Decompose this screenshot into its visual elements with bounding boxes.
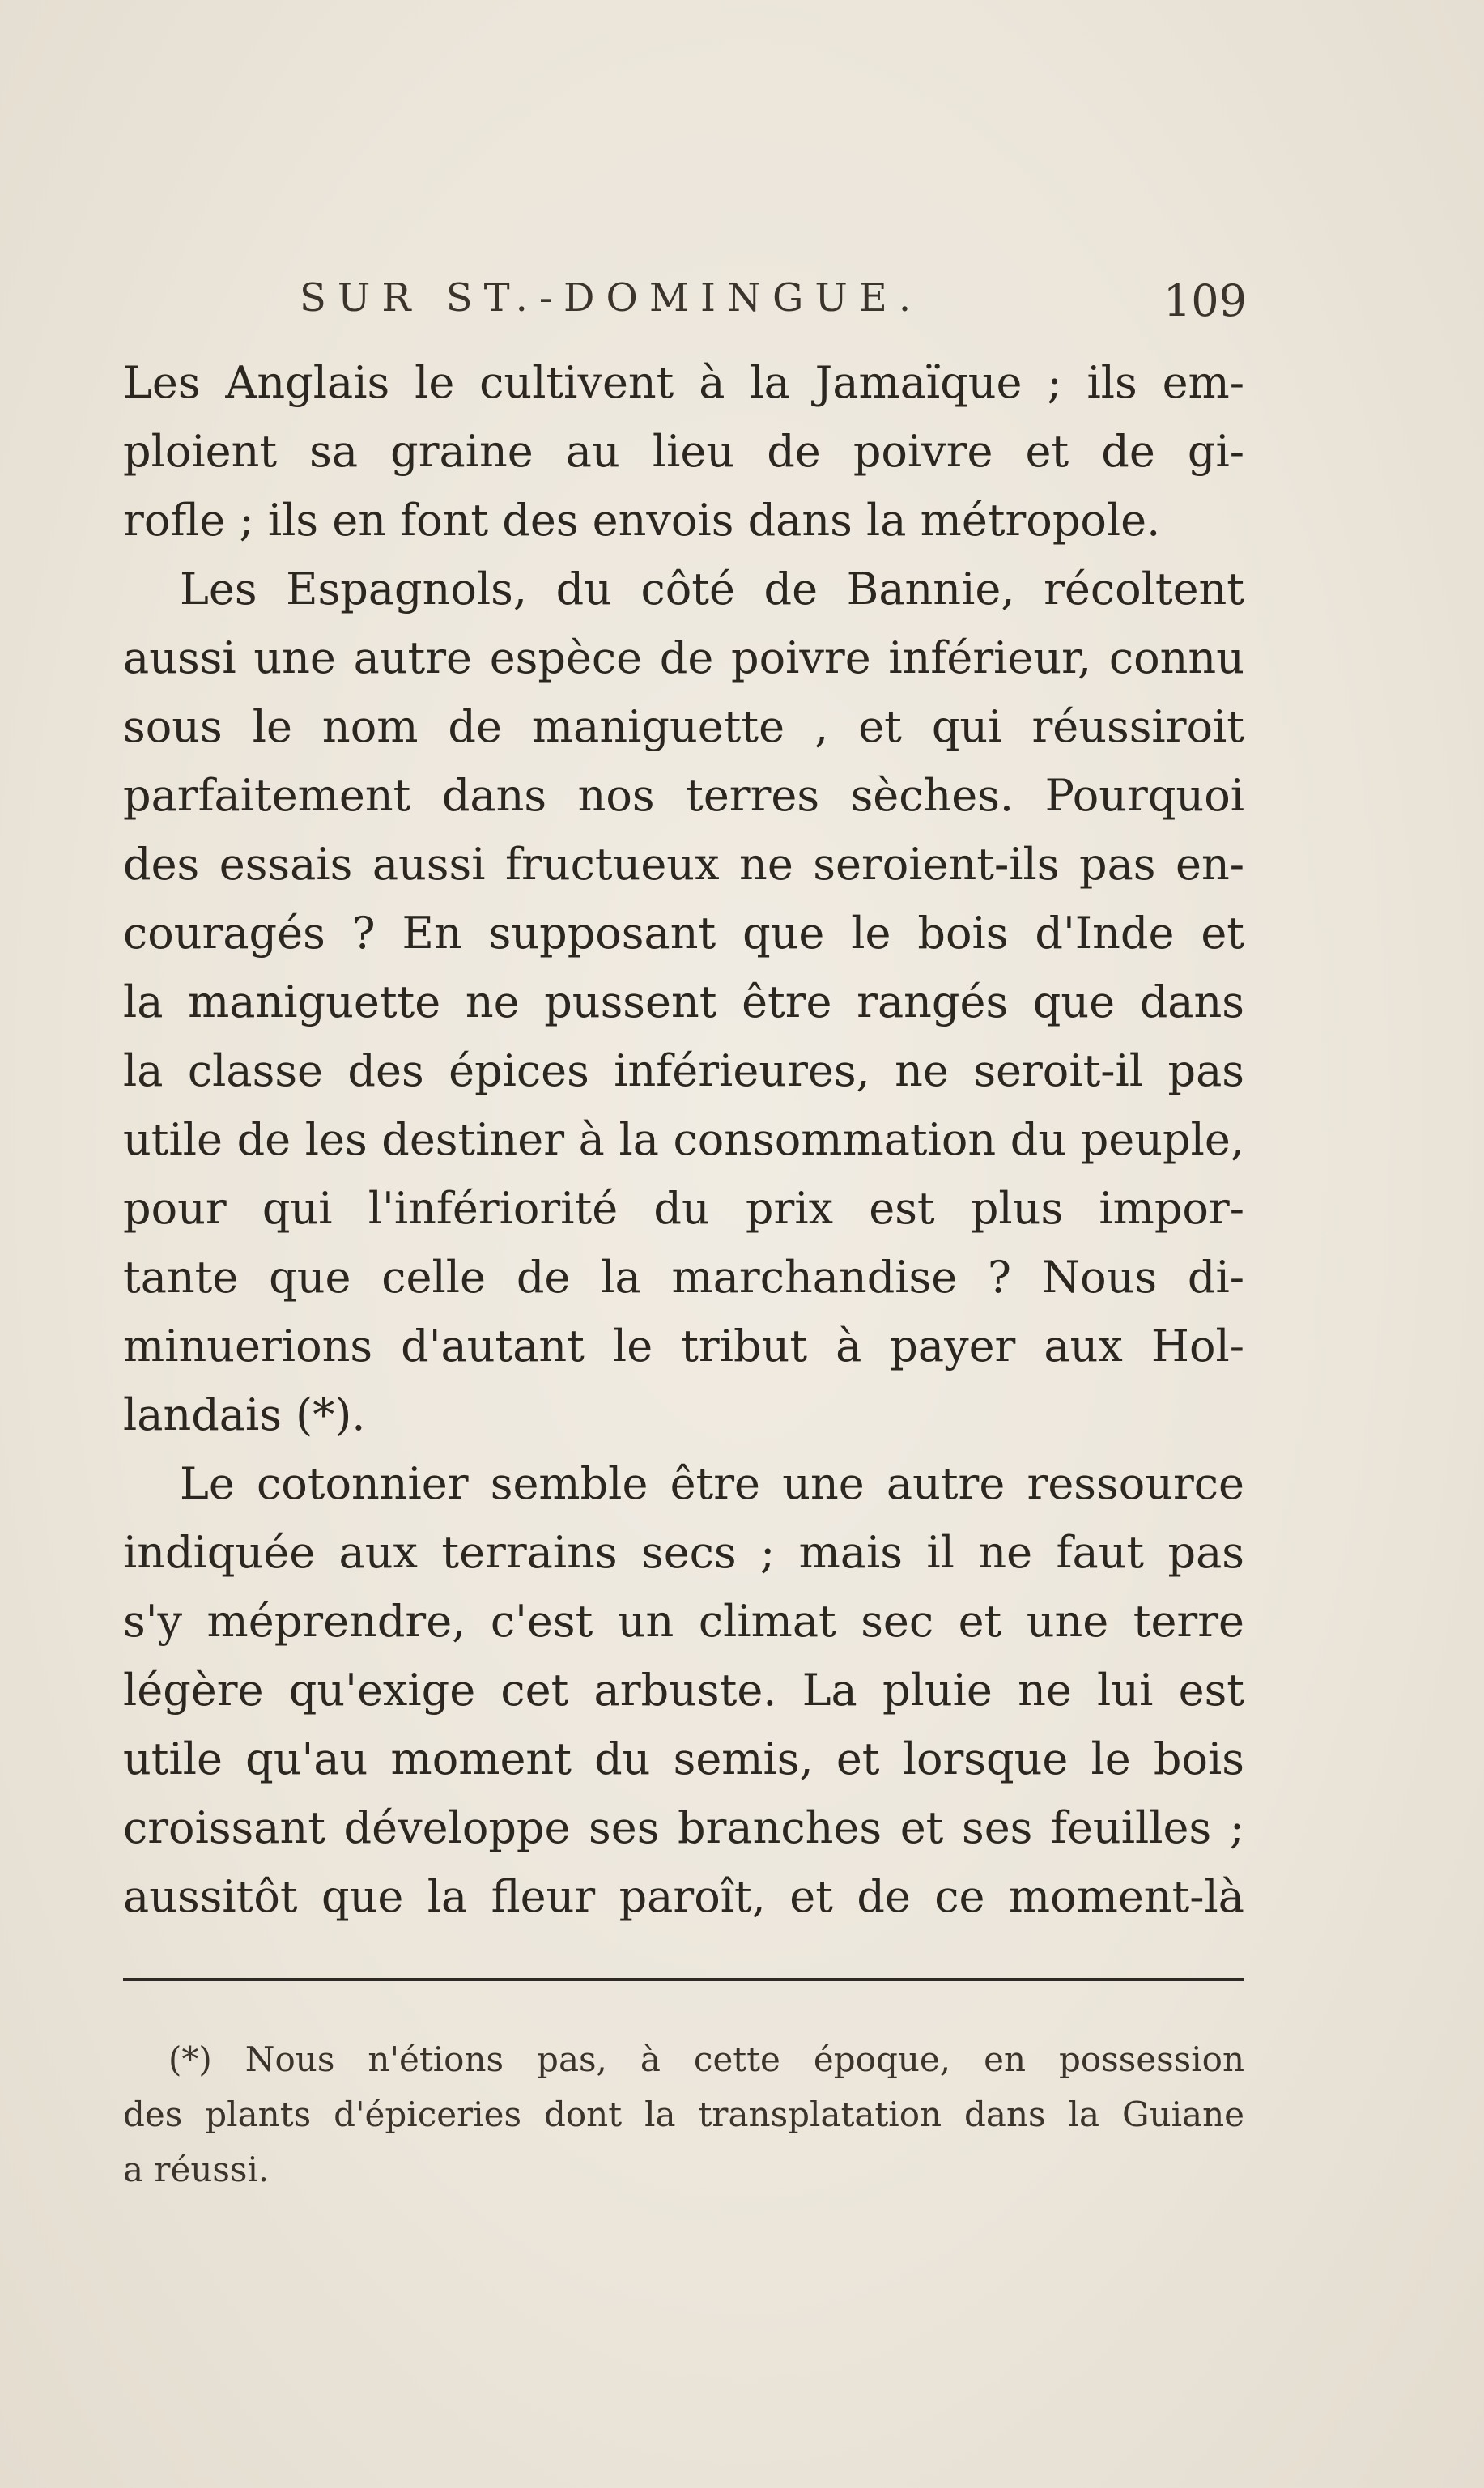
text-line: minuerions d'autant le tribut à payer aux Hol- bbox=[123, 1321, 1244, 1372]
text-line: aussi une autre espèce de poivre inférieur, connu bbox=[123, 632, 1244, 683]
text-line: utile qu'au moment du semis, et lorsque le bois bbox=[123, 1733, 1244, 1784]
body-text bbox=[123, 348, 1244, 1931]
text-line: tante que celle de la marchandise ? Nous di- bbox=[123, 1252, 1244, 1303]
text-line: légère qu'exige cet arbuste. La pluie ne lui est bbox=[123, 1665, 1244, 1716]
footnote bbox=[123, 2032, 1244, 2197]
footnote-line: des plants d'épiceries dont la transplatation dans la Guiane bbox=[123, 2095, 1244, 2134]
page-header bbox=[267, 275, 1247, 340]
text-line: ploient sa graine au lieu de poivre et de gi- bbox=[123, 426, 1244, 477]
page-number: 109 bbox=[1163, 275, 1247, 326]
text-line: Les Espagnols, du côté de Bannie, récoltent bbox=[180, 564, 1244, 615]
text-line: croissant développe ses branches et ses feuilles ; bbox=[123, 1802, 1244, 1853]
footnote-line: (*) Nous n'étions pas, à cette époque, en possession bbox=[168, 2039, 1244, 2079]
text-line: indiquée aux terrains secs ; mais il ne faut pas bbox=[123, 1527, 1244, 1578]
text-line: Le cotonnier semble être une autre ressource bbox=[180, 1458, 1244, 1509]
footnote-rule bbox=[123, 1978, 1244, 1981]
footnote-line: a réussi. bbox=[123, 2150, 270, 2189]
text-line: landais (*). bbox=[123, 1389, 366, 1440]
running-head: SUR ST.-DOMINGUE. bbox=[300, 275, 923, 321]
text-line: sous le nom de maniguette , et qui réussiroit bbox=[123, 701, 1244, 752]
text-line: rofle ; ils en font des envois dans la métropole. bbox=[123, 495, 1161, 546]
text-line: la maniguette ne pussent être rangés que dans bbox=[123, 976, 1244, 1027]
text-line: pour qui l'infériorité du prix est plus impor- bbox=[123, 1183, 1244, 1234]
text-line: des essais aussi fructueux ne seroient-ils pas en- bbox=[123, 839, 1244, 890]
text-line: la classe des épices inférieures, ne seroit-il pas bbox=[123, 1045, 1244, 1096]
text-line: couragés ? En supposant que le bois d'Inde et bbox=[123, 908, 1244, 959]
text-line: Les Anglais le cultivent à la Jamaïque ; ils em- bbox=[123, 357, 1244, 408]
text-line: s'y méprendre, c'est un climat sec et une terre bbox=[123, 1596, 1244, 1647]
text-line: utile de les destiner à la consommation du peuple, bbox=[123, 1114, 1244, 1165]
text-line: parfaitement dans nos terres sèches. Pourquoi bbox=[123, 770, 1244, 821]
text-line: aussitôt que la fleur paroît, et de ce moment-là bbox=[123, 1871, 1244, 1922]
